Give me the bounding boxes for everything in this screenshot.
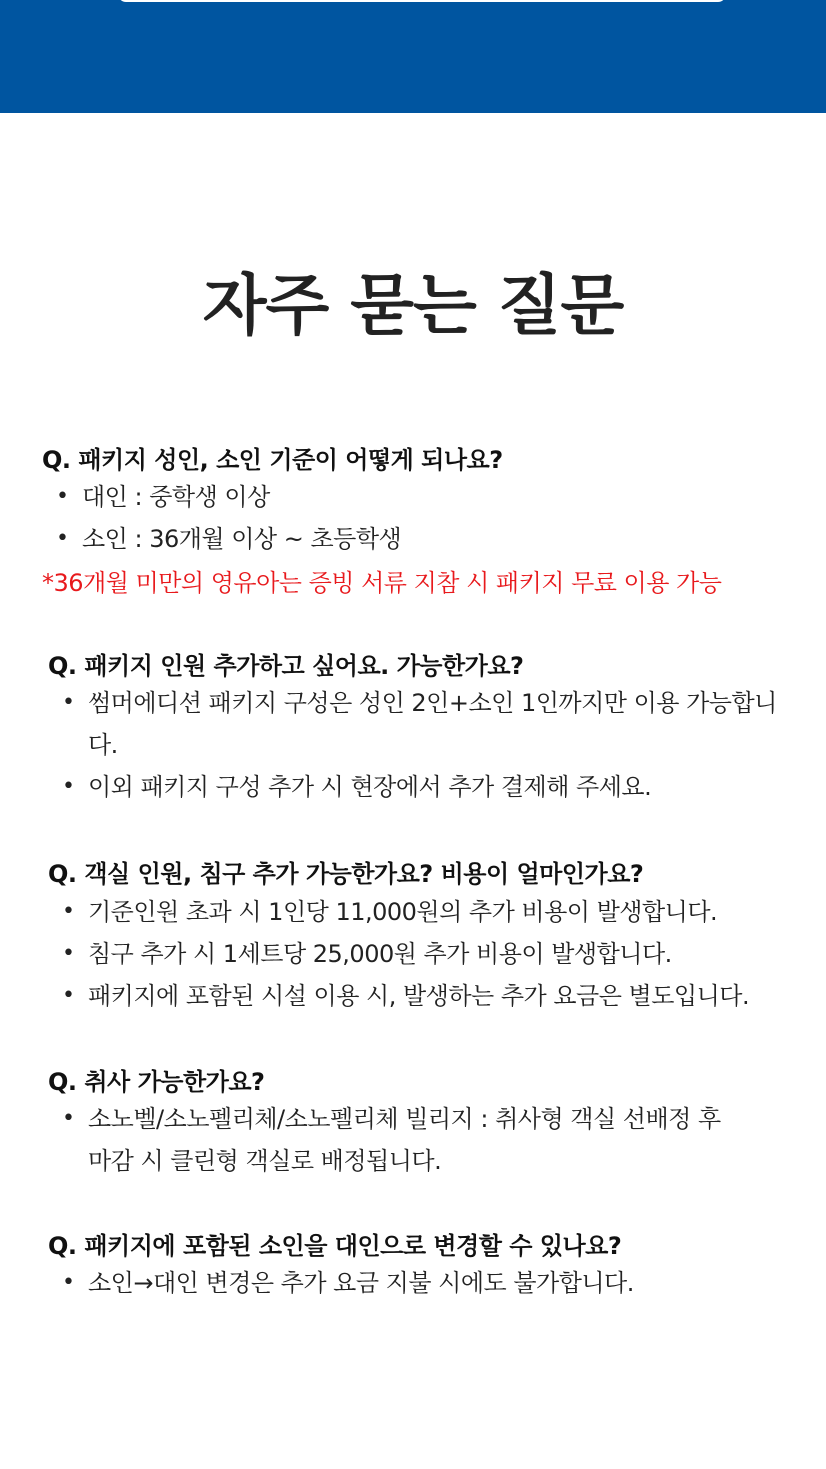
bullet-icon: • [62, 899, 75, 924]
faq-answer: • 침구 추가 시 1세트당 25,000원 추가 비용이 발생합니다. [88, 933, 788, 975]
faq-answer: • 기준인원 초과 시 1인당 11,000원의 추가 비용이 발생합니다. [88, 891, 788, 933]
top-banner [0, 0, 826, 113]
bullet-icon: • [62, 983, 75, 1008]
faq-answer: • 소인 : 36개월 이상 ~ 초등학생 [82, 518, 782, 560]
faq-question: Q. 패키지에 포함된 소인을 대인으로 변경할 수 있나요? [48, 1232, 622, 1260]
faq-answer: • 패키지에 포함된 시설 이용 시, 발생하는 추가 요금은 별도입니다. [88, 975, 788, 1017]
page-title: 자주 묻는 질문 [202, 267, 624, 344]
bullet-icon: • [62, 1270, 75, 1295]
faq-question: Q. 취사 가능한가요? [48, 1068, 265, 1096]
faq-answer: • 대인 : 중학생 이상 [82, 476, 782, 518]
faq-answer: • 소인→대인 변경은 추가 요금 지불 시에도 불가합니다. [88, 1262, 788, 1304]
faq-question: Q. 패키지 인원 추가하고 싶어요. 가능한가요? [48, 652, 524, 680]
bullet-icon: • [62, 690, 75, 715]
faq-question: Q. 패키지 성인, 소인 기준이 어떻게 되나요? [42, 446, 503, 474]
bullet-icon: • [56, 526, 69, 551]
bullet-icon: • [62, 941, 75, 966]
bullet-icon: • [62, 1106, 75, 1131]
faq-question: Q. 객실 인원, 침구 추가 가능한가요? 비용이 얼마인가요? [48, 860, 644, 888]
faq-answer: • 썸머에디션 패키지 구성은 성인 2인+소인 1인까지만 이용 가능합니다. [88, 682, 788, 766]
faq-notice: *36개월 미만의 영유아는 증빙 서류 지참 시 패키지 무료 이용 가능 [42, 569, 722, 597]
bullet-icon: • [56, 484, 69, 509]
bullet-icon: • [62, 774, 75, 799]
faq-answer: • 이외 패키지 구성 추가 시 현장에서 추가 결제해 주세요. [88, 766, 788, 808]
banner-pill-shape [118, 0, 726, 2]
faq-answer: • 소노벨/소노펠리체/소노펠리체 빌리지 : 취사형 객실 선배정 후 마감 시 클린형 객실로 배정됩니다. [88, 1098, 748, 1182]
